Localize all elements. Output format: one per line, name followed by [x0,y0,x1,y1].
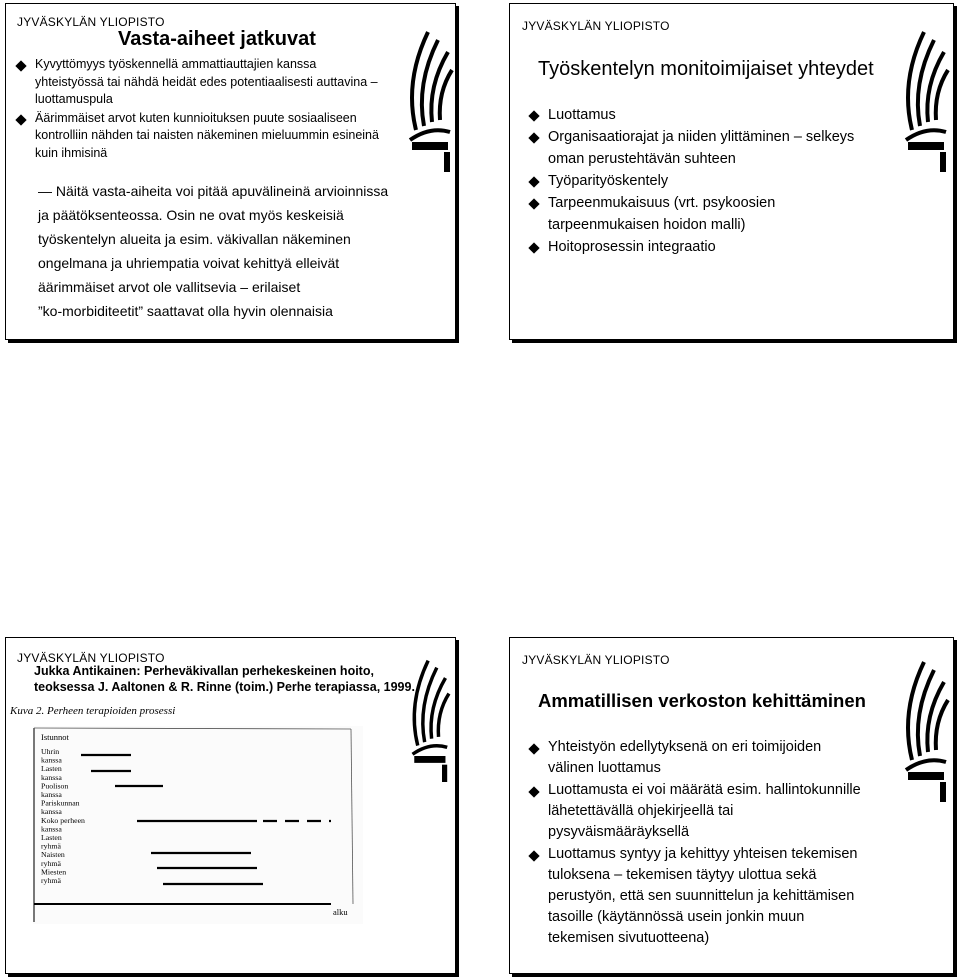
bullet-line: Luottamus syntyy ja kehittyy yhteisen tekemisen [548,846,858,862]
bullet-item [530,192,900,236]
diamond-bullet-icon [528,850,539,861]
figure-row-label: kanssa [41,772,62,782]
bullet-line: tarpeenmukaisen hoidon malli) [548,217,746,233]
sub-line: työskentelyn alueita ja esim. väkivallan näkeminen [38,231,351,247]
figure-row-label: Puolison [41,781,69,791]
figure-row-label: Pariskunnan [41,798,80,808]
bullet-item [17,110,427,163]
bullet-line: oman perustehtävän suhteen [548,151,736,167]
bullet-line: pysyväismääräyksellä [548,824,690,840]
therapy-process-figure [33,726,363,924]
slide-title: Ammatillisen verkoston kehittäminen [538,690,866,711]
figure-row-label: kanssa [41,807,62,817]
bullet-line: kuin ihmisinä [35,145,108,160]
bullet-line: yhteistyössä tai nähdä heidät edes potentiaalisesti auttavina – [35,74,378,89]
figure-caption: Kuva 2. Perheen terapioiden prosessi [10,705,176,717]
bullet-line: luottamuspula [35,92,113,106]
bullet-item [530,170,900,192]
bullet-item [530,236,900,258]
university-name: JYVÄSKYLÄN YLIOPISTO [522,653,670,667]
sub-point [38,179,418,323]
bullet-line: Organisaatiorajat ja niiden ylittäminen – selkeys [548,129,855,145]
figure-row-label: ryhmä [41,858,61,868]
figure-row-label: kanssa [41,824,62,834]
figure-row-label: kanssa [41,755,62,765]
bullet-line: tuloksena – tekemisen täytyy ulottua sekä [548,867,817,883]
slide-1 [5,3,456,340]
sub-line: äärimmäiset arvot ole vallitsevia – erilaiset [38,279,301,295]
figure-row-label: Miesten [41,867,67,877]
sub-line: ja päätöksenteossa. Osin ne ovat myös keskeisiä [38,207,344,223]
bullet-line: kontrolliin nähden tai naisten näkeminen mieluummin esineinä [35,128,379,142]
slide-3 [5,637,456,974]
diamond-bullet-icon [528,110,539,121]
figure-row-label: Lasten [41,833,62,842]
sub-line: ongelmana ja uhriempatia voivat kehittyä elleivät [38,255,340,271]
figure-row-label: ryhmä [41,876,61,885]
diamond-bullet-icon [528,743,539,754]
bullet-line: tasoille (käytännössä usein jonkin muun [548,909,805,925]
university-name: JYVÄSKYLÄN YLIOPISTO [522,19,670,33]
bullet-line: tekemisen sivutuotteena) [548,930,710,946]
slide-title: Vasta-aiheet jatkuvat [118,28,316,50]
bullet-line: lähetettävällä ohjekirjeellä tai [548,803,734,819]
bullet-line: Yhteistyön edellytyksenä on eri toimijoiden [548,739,822,755]
bullet-line: Äärimmäiset arvot kuten kunnioituksen puute sosiaaliseen [35,110,357,125]
bullet-item [530,844,910,949]
bullet-item [530,126,900,170]
bullet-list [530,104,900,258]
bullet-list [17,56,427,162]
figure-row-label: Koko perheen [41,815,85,825]
bullet-line: Luottamus [548,107,616,123]
university-torch-logo [900,22,950,172]
bullet-line: välinen luottamus [548,760,661,776]
figure-row-label: Naisten [41,850,65,860]
title-line: teoksessa J. Aaltonen & R. Rinne (toim.) Perhe terapiassa, 1999. [34,680,415,694]
bullet-item [530,737,910,779]
figure-row-label: ryhmä [41,841,61,851]
figure-axis-title: Istunnot [41,732,69,742]
bullet-line: Kyvyttömyys työskennellä ammattiauttajien kanssa [35,57,317,71]
figure-row-label: kanssa [41,790,62,799]
bullet-list [530,737,910,949]
bullet-line: perustyön, että sen suunnittelun ja kehittämisen [548,888,855,904]
university-torch-logo [404,652,454,782]
bullet-line: Tarpeenmukaisuus (vrt. psykoosien [548,195,776,211]
slide-2 [509,3,954,340]
title-line: Jukka Antikainen: Perheväkivallan perhekeskeinen hoito, [34,664,374,678]
diamond-bullet-icon [15,60,26,71]
diamond-bullet-icon [528,176,539,187]
bullet-line: Hoitoprosessin integraatio [548,239,716,255]
diamond-bullet-icon [528,132,539,143]
figure-end-label: alku [333,907,348,917]
slide-title [34,663,415,695]
bullet-line: Luottamusta ei voi määrätä esim. hallintokunnille [548,782,861,798]
diamond-bullet-icon [528,242,539,253]
bullet-item [17,56,427,109]
slide-title: Työskentelyn monitoimijaiset yhteydet [538,58,874,80]
university-name: JYVÄSKYLÄN YLIOPISTO [17,651,165,665]
sub-line: — Näitä vasta-aiheita voi pitää apuvälineinä arvioinnissa [38,183,389,199]
bullet-item [530,104,900,126]
bullet-line: Työparityöskentely [548,173,669,189]
university-name: JYVÄSKYLÄN YLIOPISTO [17,15,165,29]
figure-row-label: Uhrin [41,747,60,756]
sub-line: ”ko-morbiditeetit” saattavat olla hyvin olennaisia [38,303,333,319]
figure-row-label: Lasten [41,764,62,774]
slide-4 [509,637,954,974]
diamond-bullet-icon [528,786,539,797]
bullet-item [530,780,910,843]
diamond-bullet-icon [528,198,539,209]
diamond-bullet-icon [15,114,26,125]
